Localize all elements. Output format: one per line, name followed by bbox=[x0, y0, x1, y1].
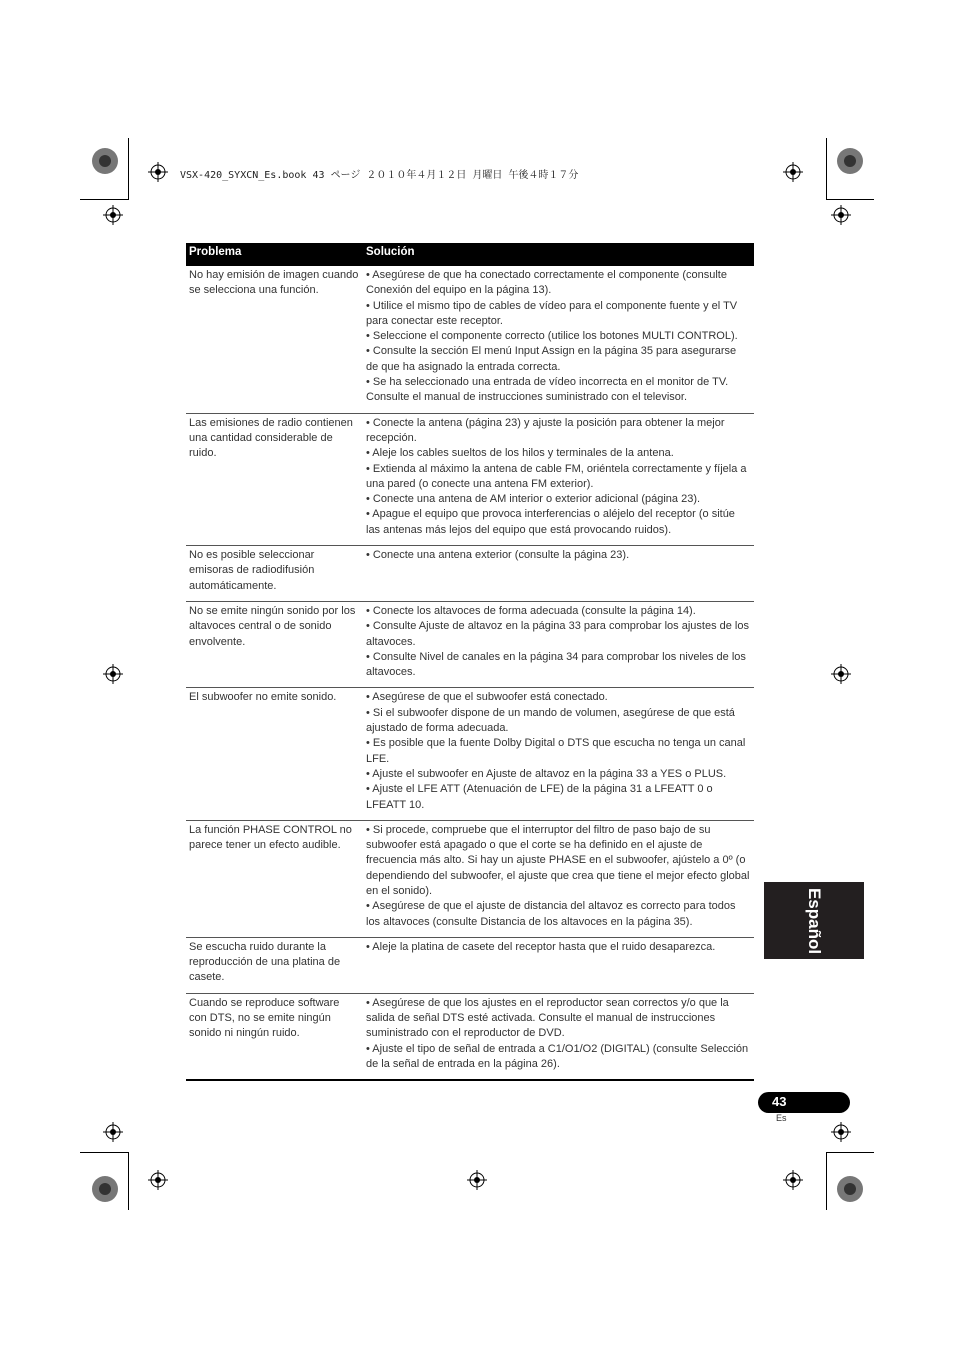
solution-item: • Consulte Nivel de canales en la página 34 para comprobar los niveles de los altavoces. bbox=[366, 650, 746, 679]
crop-line bbox=[826, 1152, 827, 1210]
crosshair-mark-icon bbox=[783, 1170, 803, 1190]
table-row bbox=[186, 688, 754, 820]
solution-cell bbox=[363, 601, 754, 687]
solution-item: • Conecte una antena de AM interior o exterior adicional (página 23). bbox=[366, 493, 701, 506]
table-row bbox=[186, 266, 754, 413]
table-row bbox=[186, 937, 754, 993]
solution-cell bbox=[363, 546, 754, 602]
solution-item: • Consulte Ajuste de altavoz en la página 33 para comprobar los ajustes de los altavoces. bbox=[366, 620, 749, 648]
problem-cell: El subwoofer no emite sonido. bbox=[186, 688, 363, 820]
problem-cell: Cuando se reproduce software con DTS, no se emite ningún sonido ni ningún ruido. bbox=[186, 993, 363, 1080]
solution-cell bbox=[363, 937, 754, 993]
solution-item: • Consulte la sección El menú Input Assign en la página 35 para asegurarse de que ha asignado la entrada correcta. bbox=[366, 345, 737, 373]
crop-line bbox=[826, 1152, 874, 1153]
registration-rosette-icon bbox=[91, 1175, 119, 1203]
crosshair-mark-icon bbox=[783, 162, 803, 182]
page-number-badge bbox=[758, 1092, 850, 1113]
crosshair-mark-icon bbox=[831, 205, 851, 225]
solution-item: • Ajuste el tipo de señal de entrada a C1/O1/O2 (DIGITAL) (consulte Selección de la señal de entrada en la página 26). bbox=[366, 1042, 749, 1070]
problem-cell: Las emisiones de radio contienen una cantidad considerable de ruido. bbox=[186, 413, 363, 545]
table-row bbox=[186, 546, 754, 602]
table-row bbox=[186, 820, 754, 937]
problem-cell: No hay emisión de imagen cuando se selecciona una función. bbox=[186, 266, 363, 413]
solution-cell bbox=[363, 993, 754, 1080]
crop-line bbox=[128, 138, 129, 200]
solution-item: • Conecte una antena exterior (consulte la página 23). bbox=[366, 549, 630, 562]
language-tab bbox=[764, 882, 864, 959]
problem-cell: Se escucha ruido durante la reproducción de una platina de casete. bbox=[186, 937, 363, 993]
column-header-problem: Problema bbox=[186, 243, 363, 266]
crosshair-mark-icon bbox=[148, 1170, 168, 1190]
troubleshooting-table bbox=[186, 243, 754, 1081]
solution-item: • Seleccione el componente correcto (utilice los botones MULTI CONTROL). bbox=[366, 330, 738, 343]
solution-item: • Apague el equipo que provoca interferencias o aléjelo del receptor (o sitúe las antenas más lejos del equipo que está provocando ruidos). bbox=[366, 508, 735, 536]
solution-item: • Asegúrese de que el subwoofer está conectado. bbox=[366, 691, 608, 704]
table-body bbox=[186, 266, 754, 1080]
solution-item: • Asegúrese de que el ajuste de distancia del altavoz es correcto para todos los altavoces (consulte Distancia de los altavoces en la página 35). bbox=[366, 900, 736, 928]
crop-line bbox=[80, 199, 128, 200]
problem-cell: No es posible seleccionar emisoras de radiodifusión automáticamente. bbox=[186, 546, 363, 602]
crop-line bbox=[80, 1152, 128, 1153]
solution-item: • Es posible que la fuente Dolby Digital o DTS que escucha no tenga un canal LFE. bbox=[366, 737, 746, 765]
solution-cell bbox=[363, 688, 754, 820]
crop-line bbox=[128, 1152, 129, 1210]
solution-cell bbox=[363, 266, 754, 413]
solution-item: • Asegúrese de que los ajustes en el reproductor sean correctos y/o que la salida de señal DTS esté activada. Consulte el manual de instrucciones suministrado con el reproductor de DVD. bbox=[366, 996, 729, 1040]
solution-item: • Ajuste el subwoofer en Ajuste de altavoz en la página 33 a YES o PLUS. bbox=[366, 767, 727, 780]
solution-item: • Utilice el mismo tipo de cables de vídeo para el componente fuente y el TV para conectar este receptor. bbox=[366, 299, 738, 327]
crop-line bbox=[826, 138, 827, 200]
registration-rosette-icon bbox=[91, 147, 119, 175]
table-row bbox=[186, 601, 754, 687]
crosshair-mark-icon bbox=[103, 664, 123, 684]
column-header-solution: Solución bbox=[363, 243, 754, 266]
problem-cell: La función PHASE CONTROL no parece tener un efecto audible. bbox=[186, 820, 363, 937]
solution-item: • Extienda al máximo la antena de cable FM, oriéntela correctamente y fíjela a una pared (o conecte una antena FM exterior). bbox=[366, 462, 747, 490]
problem-cell: No se emite ningún sonido por los altavoces central o de sonido envolvente. bbox=[186, 601, 363, 687]
crosshair-mark-icon bbox=[831, 664, 851, 684]
crosshair-mark-icon bbox=[831, 1122, 851, 1142]
print-header: VSX-420_SYXCN_Es.book 43 ページ ２０１０年４月１２日 月曜日 午後４時１７分 bbox=[180, 170, 579, 181]
table-row bbox=[186, 993, 754, 1080]
crosshair-mark-icon bbox=[148, 162, 168, 182]
solution-cell bbox=[363, 413, 754, 545]
solution-item: • Ajuste el LFE ATT (Atenuación de LFE) de la página 31 a LFEATT 0 o LFEATT 10. bbox=[366, 783, 713, 811]
page-number: 43 bbox=[772, 1094, 787, 1109]
solution-item: • Asegúrese de que ha conectado correctamente el componente (consulte Conexión del equipo en la página 13). bbox=[366, 269, 727, 297]
crosshair-mark-icon bbox=[103, 1122, 123, 1142]
language-tab-label: Español bbox=[805, 887, 824, 954]
solution-item: • Conecte los altavoces de forma adecuada (consulte la página 14). bbox=[366, 604, 696, 617]
crop-line bbox=[826, 199, 874, 200]
solution-item: • Aleje los cables sueltos de los hilos y terminales de la antena. bbox=[366, 447, 674, 460]
table-header-row bbox=[186, 243, 754, 266]
solution-item: • Aleje la platina de casete del receptor hasta que el ruido desaparezca. bbox=[366, 940, 716, 953]
solution-item: • Conecte la antena (página 23) y ajuste la posición para obtener la mejor recepción. bbox=[366, 416, 725, 444]
page-language-code: Es bbox=[776, 1113, 787, 1123]
crosshair-mark-icon bbox=[103, 205, 123, 225]
solution-item: • Si procede, compruebe que el interruptor del filtro de paso bajo de su subwoofer está apagado o que el corte se ha definido en el ajuste de frecuencia más alto. Si hay un ajuste PHASE en el subwoofer, ajústelo a 0º (o dependiendo del subwoofer, el ajuste que crea que tiene el mejor efecto global en el sonido). bbox=[366, 823, 750, 897]
solution-item: • Se ha seleccionado una entrada de vídeo incorrecta en el monitor de TV. Consulte el manual de instrucciones suministrado con el televisor. bbox=[366, 376, 729, 404]
table-row bbox=[186, 413, 754, 545]
solution-cell bbox=[363, 820, 754, 937]
registration-rosette-icon bbox=[836, 1175, 864, 1203]
registration-rosette-icon bbox=[836, 147, 864, 175]
solution-item: • Si el subwoofer dispone de un mando de volumen, asegúrese de que está ajustado de forma adecuada. bbox=[366, 706, 735, 735]
crosshair-mark-icon bbox=[467, 1170, 487, 1190]
